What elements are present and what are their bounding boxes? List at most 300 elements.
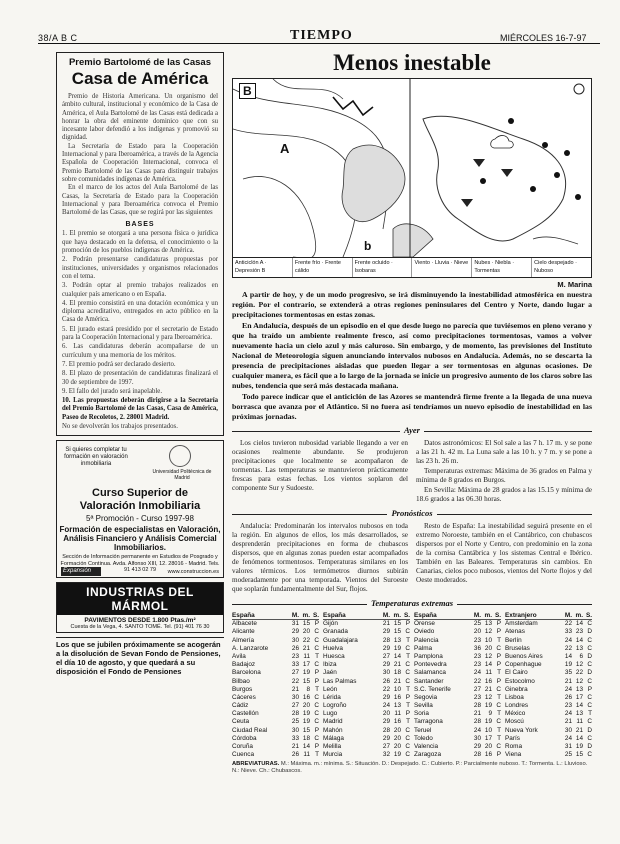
sky-state: T: [497, 734, 501, 742]
city-name: Cuenca: [232, 751, 255, 759]
cloud-icon: [542, 142, 548, 148]
temp-min: 21: [575, 726, 583, 734]
ayer-text: Los cielos tuvieron nubosidad variable llegando a ver en ocasiones realmente abundante. Se produjeron precipitaciones que localmente se acompañaron de tormentas. Las temperaturas se mantuvieron prácticamente frescas para estas fechas. Los vientos soplaron del componente Sur y Sudoeste.: [232, 439, 408, 492]
table-row: [505, 628, 592, 636]
temp-max: 33: [564, 628, 572, 636]
table-row: [505, 702, 592, 710]
premio-intro: En el marco de los actos del Aula Bartolomé de las Casas, la Secretaría de Estado para la Cooperación Internacional y para Iberoamérica convoca el Premio Bartolomé de las Casas, que se regirá por las siguientes: [62, 184, 218, 217]
city-name: Barcelona: [232, 669, 261, 677]
city-name: Santander: [414, 677, 444, 685]
table-row: [414, 653, 501, 661]
issue-date: MIÉRCOLES 16-7-97: [500, 33, 587, 43]
temp-min: 17: [484, 734, 492, 742]
sky-state: C: [405, 644, 410, 652]
temp-min: 19: [575, 743, 583, 750]
temp-min: 15: [302, 677, 310, 685]
city-name: Cádiz: [232, 702, 249, 710]
temp-max: 28: [382, 636, 390, 644]
temps-column: [323, 612, 410, 759]
temp-max: 35: [564, 669, 572, 677]
lead-paragraph: En Andalucía, después de un episodio en el que desde luego no parecía que tuviésemos en pleno verano y que ha traído un ambiente realmente fresco, así como precipitaciones tormentosas, vamos a volver nuevamente hacia un cielo azul y más caluroso. Sin embargo, y de momento, las previsiones del Instituto Nacional de Meteorología siguen anunciando intervalos nubosos en Andalucía. Además, no se descarta la presencia de precipitaciones aisladas que pueden llegar a ser tormentosas en algunas ocasiones. De cualquier manera, es fácil que a lo largo de la jornada se inicie un progresivo aumento de los claros sobre las nubes, tendencia que será más destacada mañana.: [232, 321, 592, 390]
sky-state: T: [497, 636, 501, 644]
temp-min: 13: [484, 620, 492, 628]
temp-max: 26: [564, 693, 572, 701]
weather-map-graphic: [233, 79, 591, 257]
sky-state: C: [314, 718, 319, 726]
city-name: Coruña: [232, 743, 253, 750]
temp-max: 30: [473, 734, 481, 742]
bases-item: 10. Las propuestas deberán dirigirse a la Secretaría del Premio Bartolomé de las Casas, Casa de América, Paseo de Recoletos, 2. 28001 Madrid.: [62, 397, 218, 421]
temp-min: 23: [575, 628, 583, 636]
temp-max: 28: [473, 718, 481, 726]
table-row: [323, 686, 410, 694]
sky-state: C: [496, 685, 501, 693]
temp-min: 14: [484, 661, 492, 669]
temp-max: 31: [564, 743, 572, 750]
table-row: [232, 620, 319, 628]
sky-state: P: [496, 661, 501, 669]
isobar-line: [273, 79, 343, 99]
temp-min: 15: [393, 620, 401, 628]
temp-max: 23: [473, 693, 481, 701]
table-row: [414, 645, 501, 653]
temps-header-city: Extranjero: [505, 612, 537, 619]
city-name: Palma: [414, 644, 433, 652]
pronosticos-heading: [232, 508, 592, 519]
sky-state: C: [587, 751, 592, 759]
bases-item: 6. Las candidaturas deberán acompañarse de un currículum y una memoria de los méritos.: [62, 343, 218, 359]
section-title: TIEMPO: [290, 28, 353, 43]
temp-max: 14: [564, 652, 572, 660]
table-row: [505, 751, 592, 759]
sky-state: C: [405, 677, 410, 685]
temp-max: 20: [382, 710, 390, 718]
table-row: [323, 637, 410, 645]
sky-state: C: [314, 661, 319, 669]
city-name: Salamanca: [414, 669, 446, 677]
table-row: [232, 694, 319, 702]
temp-min: 14: [302, 743, 310, 750]
isobar-line: [243, 176, 316, 257]
sky-state: C: [587, 702, 592, 710]
curso-contact: Sección de Información permanente en Estudios de Posgrado y Formación Continua. Avda. Alfonso XIII, 12. 28016 - Madrid. Tels. 91 413 02 79: [60, 554, 220, 574]
sky-state: T: [406, 702, 410, 710]
pron-andalucia-text: Andalucía: Predominarán los intervalos nubosos en toda la región. En algunos de ellos, los más desarrollados, se desprenderán precipitaciones en forma de chubascos dispersos, que en algunas zonas pueden estar acompañados de fenómenos tormentosos. Temperaturas similares en los valores térmicos. Los termómetros diurnos subirán moderadamente por una temporada. Vientos del Suroeste que soplarán fundamentalmente del Sur, flojos.: [232, 522, 408, 593]
cloud-icon: [564, 150, 570, 156]
temp-min: 11: [485, 669, 492, 677]
temp-max: 29: [382, 661, 390, 669]
city-name: Valencia: [414, 743, 439, 750]
premio-intro: Premio de Historia Americana. Un organismo del ámbito cultural, institucional y económico de la Casa de América, el Aula Bartolomé de las Casas está dedicada a honrar la obra del eminente dominico que con su incesante labor defendió a los indígenas y promovió su dignidad.: [62, 93, 218, 142]
temp-max: 27: [291, 702, 299, 710]
sky-state: P: [496, 677, 501, 685]
temps-header-cell: m.: [484, 612, 492, 619]
temp-max: 30: [382, 669, 390, 677]
temp-max: 27: [382, 652, 390, 660]
table-row: [505, 735, 592, 743]
temp-max: 30: [291, 726, 299, 734]
temp-min: 20: [393, 726, 401, 734]
city-name: Sevilla: [414, 702, 433, 710]
table-row: [323, 743, 410, 751]
sky-state: C: [587, 644, 592, 652]
city-name: Moscú: [505, 718, 524, 726]
temp-min: 18: [393, 669, 401, 677]
sky-state: D: [587, 669, 592, 677]
sky-state: C: [496, 718, 501, 726]
curso-title-1: Curso Superior de: [92, 487, 188, 500]
table-row: [232, 669, 319, 677]
bases-item: 1. El premio se otorgará a una persona física o jurídica que haya destacado en la defensa, el conocimiento o la promoción de los pueblos indígenas de América.: [62, 230, 218, 255]
cloud-icon: [575, 194, 581, 200]
temp-min: 19: [393, 644, 401, 652]
marmol-address: Cuesta de la Vega, 4. SANTO TOMÉ. Tel. (91) 401 76 30: [70, 624, 210, 631]
cloud-icon: [554, 172, 560, 178]
city-name: Oviedo: [414, 628, 435, 636]
temp-max: 22: [564, 644, 572, 652]
temps-column: [232, 612, 319, 759]
header-rule: [38, 43, 600, 44]
sky-state: C: [314, 644, 319, 652]
table-row: [323, 645, 410, 653]
temp-max: 21: [564, 677, 572, 685]
table-row: [232, 751, 319, 759]
sky-state: P: [314, 620, 319, 628]
temp-max: 24: [564, 710, 572, 718]
temp-min: 22: [575, 669, 583, 677]
ayer-heading: [232, 425, 592, 436]
temp-max: 30: [564, 726, 572, 734]
city-name: Burgos: [232, 685, 253, 693]
temp-max: 32: [382, 751, 390, 759]
crest-caption: Universidad Politécnica de Madrid: [152, 469, 212, 482]
temp-min: 13: [575, 685, 583, 693]
temp-min: 20: [393, 734, 401, 742]
temp-max: 29: [473, 743, 481, 750]
sky-state: T: [315, 652, 319, 660]
pronosticos-section: [232, 522, 592, 595]
temp-min: 21: [393, 677, 401, 685]
table-row: [232, 661, 319, 669]
temp-max: 29: [382, 693, 390, 701]
temps-header-cell: M.: [291, 612, 299, 619]
temp-min: 12: [484, 628, 492, 636]
temp-min: 10: [484, 726, 492, 734]
bases-item: 8. El plazo de presentación de candidaturas finalizará el 30 de septiembre de 1997.: [62, 370, 218, 386]
temp-min: 19: [302, 669, 310, 677]
city-name: Gijón: [323, 620, 338, 628]
city-name: Jaén: [323, 669, 337, 677]
cloud-icon: [530, 186, 536, 192]
temp-max: 22: [291, 677, 299, 685]
sky-state: T: [406, 685, 410, 693]
university-crest-icon: [169, 445, 191, 467]
sky-state: C: [587, 661, 592, 669]
bases-item: 3. Podrán optar al premio trabajos realizados en cualquier país americano o en España.: [62, 282, 218, 298]
temp-max: 21: [564, 718, 572, 726]
sky-state: C: [587, 620, 592, 628]
city-name: Huesca: [323, 652, 345, 660]
weather-map: [232, 78, 592, 258]
temp-min: 13: [393, 702, 401, 710]
table-row: [323, 653, 410, 661]
weather-column: [232, 48, 592, 775]
cloud-icon: [480, 178, 486, 184]
sky-state: C: [405, 628, 410, 636]
sky-state: P: [496, 652, 501, 660]
temp-min: 14: [575, 636, 583, 644]
temp-max: 27: [291, 669, 299, 677]
table-row: [232, 678, 319, 686]
sky-state: C: [496, 644, 501, 652]
table-row: [414, 718, 501, 726]
table-row: [414, 735, 501, 743]
sky-state: C: [405, 669, 410, 677]
city-name: Palencia: [414, 636, 439, 644]
temp-min: 19: [393, 751, 401, 759]
sky-state: P: [496, 620, 501, 628]
temp-max: 21: [473, 710, 481, 718]
temps-header-cell: S.: [494, 612, 501, 619]
ayer-left: [232, 439, 408, 505]
bases-heading: BASES: [125, 221, 155, 229]
curso-title-2: Valoración Inmobiliaria: [79, 500, 201, 513]
sky-state: C: [314, 702, 319, 710]
lead-paragraph: A partir de hoy, y de un modo progresivo, se irá disminuyendo la inestabilidad atmosférica en nuestra región. Por el contrario, se extenderá a otras regiones peninsulares del Centro y Norte, dando lugar a precipitaciones tormentosas en estas zonas.: [232, 290, 592, 319]
temp-min: 10: [484, 636, 492, 644]
temp-min: 8: [306, 685, 310, 693]
temp-min: 19: [302, 718, 310, 726]
city-name: Pontevedra: [414, 661, 447, 669]
temp-min: 19: [484, 702, 492, 710]
andalucia-outline: [423, 116, 566, 241]
legend-item: Anticiclón A · Depresión B: [233, 258, 293, 277]
expansion-logo: Expansión: [61, 567, 101, 576]
ayer-astro: Datos astronómicos: El Sol sale a las 7 h. 17 m. y se pone a las 21 h. 42 m. La Luna sale a las 10 h. y 7 m. y se pone a las 23 h. 26 m.: [416, 439, 592, 465]
table-row: [505, 694, 592, 702]
coastline: [533, 237, 578, 244]
table-row: [505, 620, 592, 628]
premio-kicker: Premio Bartolomé de las Casas: [68, 57, 212, 68]
sky-state: C: [405, 751, 410, 759]
sky-state: P: [314, 677, 319, 685]
city-name: Almería: [232, 636, 255, 644]
sky-state: C: [405, 661, 410, 669]
table-row: [505, 669, 592, 677]
table-row: [414, 661, 501, 669]
temp-max: 33: [291, 661, 299, 669]
city-name: Murcia: [323, 751, 343, 759]
abbreviations: [232, 761, 592, 775]
sky-state: C: [314, 710, 319, 718]
table-row: [505, 727, 592, 735]
city-name: Berlín: [505, 636, 522, 644]
table-row: [232, 743, 319, 751]
temp-max: 24: [473, 726, 481, 734]
city-name: Las Palmas: [323, 677, 357, 685]
table-row: [323, 669, 410, 677]
temp-min: 10: [393, 685, 401, 693]
temp-max: 21: [291, 685, 299, 693]
table-row: [414, 727, 501, 735]
table-row: [323, 661, 410, 669]
sky-state: C: [405, 726, 410, 734]
ayer-right: [416, 439, 592, 505]
curso-spec: Formación de especialistas en Valoración, Análisis Financiero y Análisis Comercial Inmobiliarios.: [59, 525, 221, 553]
temps-header-cell: m.: [575, 612, 583, 619]
temp-max: 29: [382, 644, 390, 652]
temp-min: 16: [393, 693, 401, 701]
abbrev-label: ABREVIATURAS.: [232, 761, 280, 768]
temp-min: 16: [484, 677, 492, 685]
sky-state: C: [587, 693, 592, 701]
temp-min: 21: [393, 661, 401, 669]
table-row: [323, 620, 410, 628]
temp-min: 15: [302, 620, 310, 628]
city-name: Copenhague: [505, 661, 542, 669]
sky-state: T: [406, 652, 410, 660]
temp-min: 11: [394, 710, 401, 718]
table-row: [505, 718, 592, 726]
temp-min: 15: [302, 726, 310, 734]
table-row: [232, 686, 319, 694]
city-name: Bruselas: [505, 644, 530, 652]
table-row: [323, 628, 410, 636]
city-name: Buenos Aires: [505, 652, 543, 660]
city-name: Soria: [414, 710, 429, 718]
sky-state: D: [587, 652, 592, 660]
temps-heading: [232, 598, 592, 609]
africa-outline: [393, 224, 433, 257]
temp-max: 20: [473, 628, 481, 636]
city-name: Ávila: [232, 652, 246, 660]
city-name: Lisboa: [505, 693, 524, 701]
temp-max: 27: [473, 685, 481, 693]
temp-max: 28: [473, 751, 481, 759]
sky-state: T: [315, 685, 319, 693]
sky-state: C: [496, 743, 501, 750]
temp-max: 29: [291, 628, 299, 636]
cold-front: [333, 97, 373, 115]
city-name: Ámsterdam: [505, 620, 538, 628]
table-row: [414, 678, 501, 686]
temp-min: 16: [302, 693, 310, 701]
city-name: Ginebra: [505, 685, 528, 693]
page-number: 38/A B C: [38, 33, 78, 43]
temp-max: 21: [382, 620, 390, 628]
table-row: [505, 678, 592, 686]
bases-item: 2. Podrán presentarse candidaturas propuestas por instituciones, universidades y organismos relacionados con el tema.: [62, 256, 218, 280]
table-row: [414, 620, 501, 628]
bases-list: [62, 230, 218, 422]
temp-max: 23: [473, 652, 481, 660]
temperature-table: [232, 612, 592, 759]
temps-header-cell: M.: [473, 612, 481, 619]
sky-state: P: [587, 685, 592, 693]
city-name: Ciudad Real: [232, 726, 268, 734]
temp-max: 22: [382, 685, 390, 693]
temps-header-row: [414, 612, 501, 620]
sky-state: C: [314, 636, 319, 644]
sky-state: P: [314, 669, 319, 677]
table-row: [505, 686, 592, 694]
curso-promo: 5ª Promoción - Curso 1997-98: [86, 514, 194, 524]
fondo-notice: Los que se jubilen próximamente se acogerán a la disolución de Sevan Fondo de Pensiones, el día 10 de agosto, y que quedará a su disposición el Fondo de Pensiones: [56, 637, 224, 676]
city-name: Ceuta: [232, 718, 250, 726]
sky-state: P: [314, 743, 319, 750]
temp-min: 11: [303, 751, 310, 759]
temp-min: 13: [575, 710, 583, 718]
premio-title: Casa de América: [71, 69, 209, 88]
premio-footer: No se devolverán los trabajos presentados.: [62, 422, 178, 430]
map-legend: [232, 258, 592, 278]
city-name: Atenas: [505, 628, 525, 636]
temp-max: 23: [291, 652, 299, 660]
bases-item: 5. El jurado estará presidido por el secretario de Estado para la Cooperación Internacional y para Iberoamérica.: [62, 325, 218, 342]
city-name: Badajoz: [232, 661, 256, 669]
bases-item: 9. El fallo del jurado será inapelable.: [62, 387, 163, 395]
sky-state: T: [406, 718, 410, 726]
temps-heading-text: Temperaturas extremas: [367, 598, 457, 608]
sky-state: T: [588, 710, 592, 718]
temp-min: 20: [302, 628, 310, 636]
pron-andalucia: [232, 522, 408, 595]
temp-min: 13: [393, 636, 401, 644]
temp-max: 29: [382, 718, 390, 726]
city-name: Estocolmo: [505, 677, 535, 685]
temps-column: [505, 612, 592, 759]
temp-min: 20: [302, 702, 310, 710]
legend-item: Nubes · Niebla · Tormentas: [472, 258, 532, 277]
temp-min: 18: [302, 734, 310, 742]
city-name: Segovia: [414, 693, 438, 701]
sky-state: T: [497, 726, 501, 734]
temp-min: 21: [302, 644, 310, 652]
temp-min: 17: [575, 693, 583, 701]
table-row: [232, 645, 319, 653]
temps-column: [414, 612, 501, 759]
table-row: [323, 702, 410, 710]
abbrev-text: M.: Máxima. m.: mínima. S.: Situación. D.: Despejado. C.: Cubierto. P.: Parcialmente nuboso. T.: Tormenta. L.: Lluvioso. N.: Nieve. Ch.: Chubascos.: [232, 761, 588, 775]
table-row: [323, 694, 410, 702]
temps-header-cell: S.: [312, 612, 319, 619]
map-label-b-small: b: [364, 239, 372, 253]
table-row: [505, 743, 592, 751]
legend-item: Frente ocluido · Isobaras: [353, 258, 413, 277]
table-row: [232, 628, 319, 636]
sky-state: T: [406, 636, 410, 644]
city-name: Lugo: [323, 710, 338, 718]
temp-max: 26: [291, 644, 299, 652]
sky-state: C: [587, 734, 592, 742]
city-name: Málaga: [323, 734, 344, 742]
sun-icon: [574, 84, 584, 94]
table-row: [414, 694, 501, 702]
pron-espana-text: Resto de España: La inestabilidad seguirá presente en el extremo Noroeste, también en el Cantábrico, con chubascos dispersos por el Norte y Centro, con predominio en la zona de la cornisa Cantábrica y los sistemas Central e Ibérico. También en las Baleares. Temperaturas sin cambios. En Canarias, cielos poco nubosos, vientos del Norte flojos y del Oeste moderados.: [416, 522, 592, 584]
temp-min: 14: [575, 702, 583, 710]
temp-max: 28: [382, 726, 390, 734]
temp-max: 23: [473, 661, 481, 669]
table-row: [232, 727, 319, 735]
sky-state: P: [405, 710, 410, 718]
sky-state: C: [587, 636, 592, 644]
city-name: Logroño: [323, 702, 347, 710]
city-name: Castellón: [232, 710, 259, 718]
table-row: [323, 718, 410, 726]
temp-min: 16: [484, 751, 492, 759]
marmol-title: INDUSTRIAS DEL MÁRMOL: [57, 583, 223, 615]
table-row: [505, 637, 592, 645]
